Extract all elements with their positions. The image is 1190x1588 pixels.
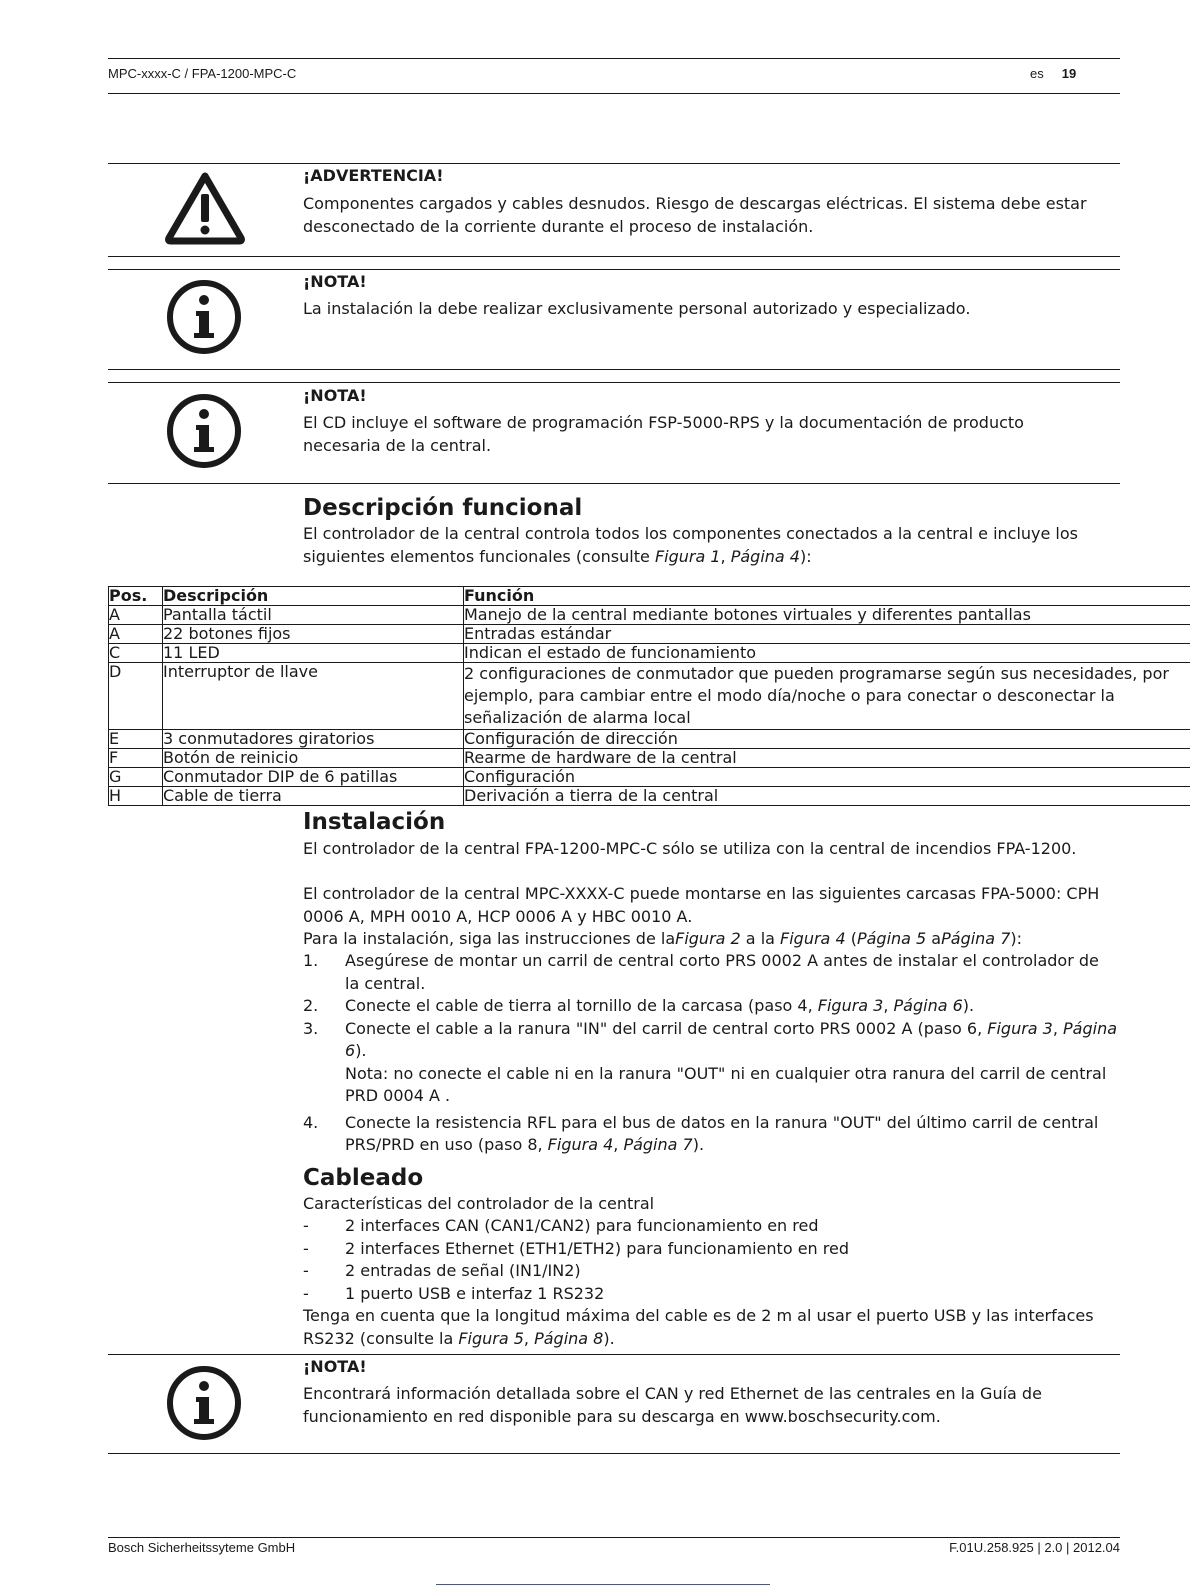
step-note: Nota: no conecte el cable ni en la ranura "OUT" ni en cualquier otra ranura del carril de central PRD 0004 A . [345,1063,1107,1105]
wiring-note: Tenga en cuenta que la longitud máxima del cable es de 2 m al usar el puerto USB y las interfaces RS232 (consulte la Figura 5, Página 8). [303,1306,1094,1348]
table-cell: Rearme de hardware de la central [464,749,1190,768]
table-cell: Interruptor de llave [163,663,464,730]
page-link: Página 6 [893,996,963,1015]
table-cell: F [109,749,163,768]
list-item: 2. Conecte el cable de tierra al tornillo de la carcasa (paso 4, Figura 3, Página 6). [303,996,975,1015]
footer-rule [108,1537,1120,1538]
table-cell: D [109,663,163,730]
notice-text: La instalación la debe realizar exclusivamente personal autorizado y especializado. [303,299,971,318]
list-item: - 1 puerto USB e interfaz 1 RS232 [303,1283,605,1303]
installation-paragraph: El controlador de la central MPC-XXXX-C puede montarse en las siguientes carcasas FPA-5000: CPH 0006 A, MPH 0010 A, HCP 0006 A y HBC 0010 A. [303,884,1100,926]
figure-link: Figura 3 [987,1018,1053,1038]
table-cell: Indican el estado de funcionamiento [464,644,1190,663]
info-icon [165,1364,243,1446]
bottom-link-underline [436,1584,770,1585]
page-link: Página 5 [856,929,927,948]
list-item: 1. Asegúrese de montar un carril de central corto PRS 0002 A antes de instalar el controlador de la central. [303,951,1099,993]
footer-company: Bosch Sicherheitssyteme GmbH [108,1540,296,1555]
header-lang: es [1030,66,1044,81]
notice-rule-top [108,382,1120,383]
table-row [109,749,1190,768]
figure-link: Figura 5 [458,1328,524,1348]
installation-steps [303,950,1118,1157]
notice-rule-bottom [108,483,1120,484]
table-cell: Manejo de la central mediante botones virtuales y diferentes pantallas [464,606,1190,625]
table-cell: 11 LED [163,644,464,663]
page-link: Página 7 [623,1135,693,1154]
table-cell: A [109,606,163,625]
page-link: Página 7 [941,929,1011,948]
section-heading-wiring: Cableado [303,1165,424,1191]
table-cell: 3 conmutadores giratorios [163,730,464,749]
header-page-info [1030,66,1076,81]
header-product: MPC-xxxx-C / FPA-1200-MPC-C [108,66,297,81]
notice-title: ¡NOTA! [303,1357,367,1376]
info-icon [165,278,243,360]
notice-rule-bottom [108,1453,1120,1454]
figure-link: Figura 2 [675,929,741,948]
list-item: 4. Conecte la resistencia RFL para el bus de datos en la ranura "OUT" del último carril de central PRS/PRD en uso (paso 8, Figura 4, Página 7). [303,1112,1099,1154]
list-item: - 2 entradas de señal (IN1/IN2) [303,1261,581,1280]
table-row [109,787,1190,806]
installation-paragraph: El controlador de la central FPA-1200-MPC-C sólo se utiliza con la central de incendios FPA-1200. [303,839,1077,858]
notice-title: ¡NOTA! [303,386,367,405]
notice-title: ¡ADVERTENCIA! [303,166,444,185]
table-cell: Configuración de dirección [464,730,1190,749]
table-row [109,663,1190,730]
table-cell: A [109,625,163,644]
figure-link: Figura 4 [547,1135,614,1154]
table-cell: Pantalla táctil [163,606,464,625]
table-row [109,644,1190,663]
table-cell: E [109,730,163,749]
notice-title: ¡NOTA! [303,272,367,291]
table-cell: Configuración [464,768,1190,787]
table-cell: G [109,768,163,787]
page-link: Página 6 [345,1018,1118,1060]
table-cell: Entradas estándar [464,625,1190,644]
page-link: Página 4 [730,546,800,566]
notice-rule-bottom [108,256,1120,257]
page-link: Página 8 [534,1328,604,1348]
table-header-row [109,587,1190,606]
figure-link: Figura 4 [780,929,846,948]
header-bottom-rule [108,93,1120,94]
notice-rule-top [108,163,1120,164]
notice-rule-top [108,269,1120,270]
notice-text: Componentes cargados y cables desnudos. Riesgo de descargas eléctricas. El sistema debe estar desconectado de la corriente durante el proceso de instalación. [303,194,1087,236]
functional-intro: El controlador de la central controla todos los componentes conectados a la central e incluye los siguientes elementos funcionales (consulte Figura 1, Página 4): [303,524,1078,566]
info-icon [165,392,243,474]
wiring-intro: Características del controlador de la central [303,1194,655,1213]
table-row [109,606,1190,625]
page-number: 19 [1061,66,1077,81]
table-cell: C [109,644,163,663]
footer-docref: F.01U.258.925 | 2.0 | 2012.04 [949,1540,1120,1555]
table-cell: Conmutador DIP de 6 patillas [163,768,464,787]
table-cell: Cable de tierra [163,787,464,806]
table-row [109,625,1190,644]
notice-text: Encontrará información detallada sobre el CAN y red Ethernet de las centrales en la Guía de funcionamiento en red disponible para su descarga en www.boschsecurity.com. [303,1384,1042,1426]
table-cell: 2 configuraciones de conmutador que pueden programarse según sus necesidades, por ejemplo, para cambiar entre el modo día/noche o para conectar o desconectar la señalización de alarma local [464,663,1190,730]
list-item: - 2 interfaces CAN (CAN1/CAN2) para funcionamiento en red [303,1216,819,1235]
wiring-features [303,1215,1118,1305]
col-header-pos: Pos. [109,587,163,606]
notice-rule-bottom [108,369,1120,370]
list-item: - 2 interfaces Ethernet (ETH1/ETH2) para funcionamiento en red [303,1238,849,1258]
installation-instructions: Para la instalación, siga las instrucciones de laFigura 2 a la Figura 4 (Página 5 aPágina 7): [303,929,1023,948]
table-row [109,730,1190,749]
col-header-description: Descripción [163,587,464,606]
section-heading-functional: Descripción funcional [303,495,583,521]
table-row [109,768,1190,787]
figure-link: Figura 3 [817,996,884,1015]
col-header-function: Función [464,587,1190,606]
warning-triangle-icon [163,170,247,250]
table-cell: H [109,787,163,806]
list-item: 3. Conecte el cable a la ranura "IN" del carril de central corto PRS 0002 A (paso 6, Figura 3, Página 6). Nota: no conecte el cable ni en la ranura "OUT" ni en cualquier otra ranura del carril de central PRD 0004 A . [303,1018,1118,1105]
notice-text: El CD incluye el software de programación FSP-5000-RPS y la documentación de producto necesaria de la central. [303,413,1024,455]
table-cell: Botón de reinicio [163,749,464,768]
section-heading-installation: Instalación [303,809,446,835]
functional-elements-table [108,586,1190,806]
table-cell: Derivación a tierra de la central [464,787,1190,806]
notice-rule-top [108,1354,1120,1355]
figure-link: Figura 1 [654,546,721,566]
header-top-rule [108,58,1120,59]
table-cell: 22 botones fijos [163,625,464,644]
